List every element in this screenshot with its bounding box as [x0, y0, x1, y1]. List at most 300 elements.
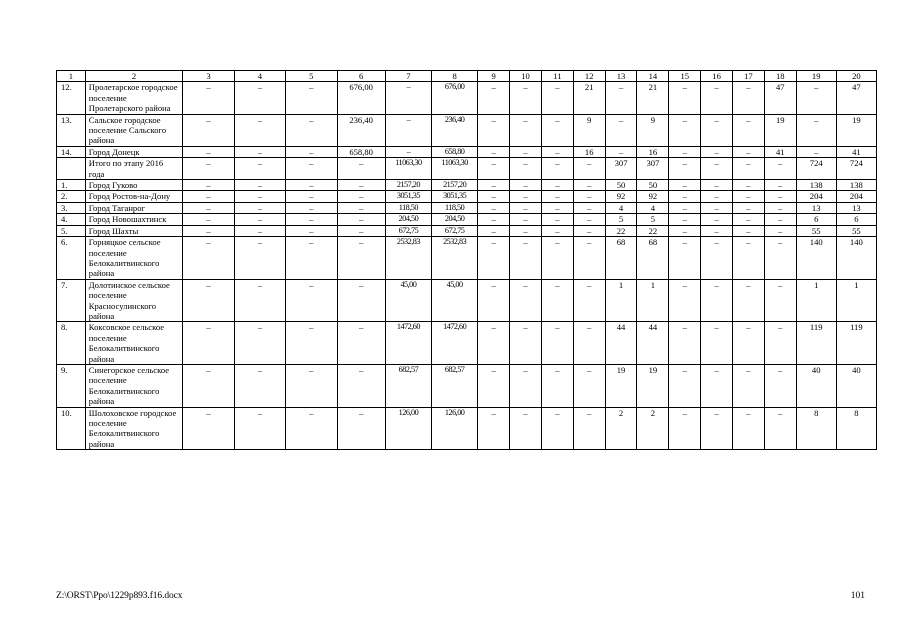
row-number-cell: 6.: [57, 237, 86, 280]
value-cell: 676,00: [337, 82, 385, 114]
value-cell: –: [669, 158, 701, 180]
settlement-name-cell: Долотинское сельское поселение Красносулинского района: [85, 279, 183, 322]
value-cell: –: [183, 225, 234, 236]
value-cell: –: [541, 237, 573, 280]
value-cell: 68: [605, 237, 637, 280]
value-cell: –: [510, 364, 542, 407]
value-cell: 138: [836, 180, 876, 191]
value-cell: –: [234, 191, 285, 202]
value-cell: 47: [836, 82, 876, 114]
value-cell: 50: [605, 180, 637, 191]
value-cell: –: [701, 191, 733, 202]
page-number: 101: [850, 591, 865, 601]
value-cell: –: [733, 279, 765, 322]
value-cell: –: [541, 364, 573, 407]
row-number-cell: 7.: [57, 279, 86, 322]
value-cell: 118,50: [432, 202, 478, 213]
settlement-name-cell: Город Донецк: [85, 146, 183, 157]
table-row: [57, 82, 877, 114]
value-cell: 92: [605, 191, 637, 202]
value-cell: 55: [836, 225, 876, 236]
value-cell: 2: [637, 407, 669, 450]
value-cell: 45,00: [385, 279, 431, 322]
table-body: [57, 71, 877, 450]
value-cell: 672,75: [385, 225, 431, 236]
settlement-name-cell: Город Гуково: [85, 180, 183, 191]
value-cell: –: [573, 214, 605, 225]
value-cell: –: [478, 225, 510, 236]
value-cell: –: [573, 158, 605, 180]
column-number-cell: 17: [733, 71, 765, 82]
row-number-cell: 8.: [57, 322, 86, 365]
value-cell: 19: [836, 114, 876, 146]
value-cell: –: [669, 364, 701, 407]
value-cell: –: [183, 407, 234, 450]
value-cell: –: [764, 407, 796, 450]
value-cell: –: [733, 158, 765, 180]
value-cell: 204,50: [385, 214, 431, 225]
value-cell: –: [669, 180, 701, 191]
value-cell: –: [183, 364, 234, 407]
value-cell: –: [183, 158, 234, 180]
value-cell: –: [183, 279, 234, 322]
table-row: [57, 225, 877, 236]
settlement-name-cell: Шолоховское городское поселение Белокалитвинского района: [85, 407, 183, 450]
value-cell: –: [669, 279, 701, 322]
value-cell: –: [701, 225, 733, 236]
value-cell: –: [701, 364, 733, 407]
value-cell: –: [764, 202, 796, 213]
table-row: [57, 279, 877, 322]
value-cell: 658,80: [337, 146, 385, 157]
value-cell: 68: [637, 237, 669, 280]
value-cell: –: [234, 114, 285, 146]
value-cell: –: [234, 202, 285, 213]
value-cell: 16: [637, 146, 669, 157]
value-cell: –: [701, 202, 733, 213]
value-cell: 204: [796, 191, 836, 202]
value-cell: –: [234, 237, 285, 280]
column-number-cell: 11: [541, 71, 573, 82]
settlement-name-cell: Коксовское сельское поселение Белокалитвинского района: [85, 322, 183, 365]
value-cell: 3051,35: [385, 191, 431, 202]
value-cell: 8: [836, 407, 876, 450]
value-cell: –: [510, 202, 542, 213]
column-number-cell: 4: [234, 71, 285, 82]
value-cell: –: [510, 407, 542, 450]
value-cell: –: [385, 146, 431, 157]
value-cell: –: [286, 146, 337, 157]
value-cell: 724: [796, 158, 836, 180]
row-number-cell: 4.: [57, 214, 86, 225]
value-cell: –: [337, 214, 385, 225]
value-cell: –: [541, 158, 573, 180]
settlement-name-cell: Город Новошахтинск: [85, 214, 183, 225]
column-number-cell: 16: [701, 71, 733, 82]
value-cell: –: [669, 114, 701, 146]
value-cell: –: [478, 279, 510, 322]
value-cell: –: [337, 407, 385, 450]
value-cell: –: [541, 214, 573, 225]
settlement-name-cell: Горняцкое сельское поселение Белокалитвинского района: [85, 237, 183, 280]
value-cell: –: [733, 237, 765, 280]
value-cell: –: [286, 407, 337, 450]
value-cell: –: [733, 146, 765, 157]
value-cell: –: [337, 225, 385, 236]
value-cell: 5: [637, 214, 669, 225]
value-cell: –: [701, 158, 733, 180]
value-cell: 307: [637, 158, 669, 180]
column-number-cell: 5: [286, 71, 337, 82]
value-cell: 22: [637, 225, 669, 236]
settlement-name-cell: Сальское городское поселение Сальского района: [85, 114, 183, 146]
value-cell: 9: [637, 114, 669, 146]
value-cell: –: [733, 214, 765, 225]
value-cell: –: [337, 279, 385, 322]
table-row: [57, 180, 877, 191]
value-cell: 4: [605, 202, 637, 213]
value-cell: 204,50: [432, 214, 478, 225]
row-number-cell: 1.: [57, 180, 86, 191]
value-cell: 13: [836, 202, 876, 213]
column-number-cell: 1: [57, 71, 86, 82]
value-cell: 45,00: [432, 279, 478, 322]
value-cell: –: [669, 146, 701, 157]
value-cell: –: [669, 202, 701, 213]
value-cell: 1: [605, 279, 637, 322]
column-number-cell: 13: [605, 71, 637, 82]
value-cell: –: [541, 146, 573, 157]
value-cell: –: [669, 82, 701, 114]
row-number-cell: 3.: [57, 202, 86, 213]
value-cell: –: [286, 364, 337, 407]
value-cell: –: [605, 82, 637, 114]
value-cell: –: [573, 225, 605, 236]
value-cell: –: [337, 237, 385, 280]
value-cell: –: [286, 225, 337, 236]
value-cell: –: [669, 322, 701, 365]
value-cell: –: [478, 191, 510, 202]
value-cell: –: [605, 146, 637, 157]
value-cell: –: [701, 180, 733, 191]
value-cell: 13: [796, 202, 836, 213]
value-cell: 41: [836, 146, 876, 157]
value-cell: 8: [796, 407, 836, 450]
value-cell: –: [733, 407, 765, 450]
value-cell: –: [183, 82, 234, 114]
value-cell: –: [669, 214, 701, 225]
value-cell: 682,57: [432, 364, 478, 407]
value-cell: –: [796, 82, 836, 114]
value-cell: –: [337, 202, 385, 213]
value-cell: –: [701, 214, 733, 225]
value-cell: –: [234, 146, 285, 157]
value-cell: 724: [836, 158, 876, 180]
value-cell: 47: [764, 82, 796, 114]
value-cell: –: [337, 158, 385, 180]
table-row: [57, 364, 877, 407]
value-cell: –: [510, 146, 542, 157]
value-cell: –: [669, 237, 701, 280]
footer-file-path: Z:\ORST\Ppo\1229p893.f16.docx: [56, 591, 183, 601]
value-cell: –: [286, 279, 337, 322]
value-cell: –: [337, 191, 385, 202]
value-cell: –: [234, 364, 285, 407]
value-cell: 50: [637, 180, 669, 191]
value-cell: –: [733, 225, 765, 236]
data-table: [56, 70, 877, 450]
value-cell: –: [541, 279, 573, 322]
value-cell: –: [541, 191, 573, 202]
column-number-cell: 18: [764, 71, 796, 82]
value-cell: –: [701, 82, 733, 114]
value-cell: –: [701, 114, 733, 146]
value-cell: –: [286, 214, 337, 225]
value-cell: –: [764, 279, 796, 322]
column-number-cell: 12: [573, 71, 605, 82]
column-number-cell: 20: [836, 71, 876, 82]
value-cell: –: [183, 146, 234, 157]
value-cell: –: [764, 191, 796, 202]
value-cell: –: [510, 214, 542, 225]
value-cell: –: [510, 322, 542, 365]
value-cell: –: [478, 214, 510, 225]
value-cell: 126,00: [385, 407, 431, 450]
value-cell: –: [573, 279, 605, 322]
value-cell: –: [764, 237, 796, 280]
row-number-cell: 14.: [57, 146, 86, 157]
value-cell: 2532,83: [432, 237, 478, 280]
value-cell: –: [733, 202, 765, 213]
value-cell: –: [733, 180, 765, 191]
value-cell: –: [733, 82, 765, 114]
value-cell: –: [478, 407, 510, 450]
settlement-name-cell: Город Шахты: [85, 225, 183, 236]
value-cell: –: [510, 191, 542, 202]
value-cell: –: [183, 180, 234, 191]
value-cell: –: [541, 114, 573, 146]
value-cell: –: [385, 82, 431, 114]
value-cell: –: [541, 82, 573, 114]
value-cell: –: [286, 158, 337, 180]
value-cell: –: [286, 202, 337, 213]
value-cell: 204: [836, 191, 876, 202]
value-cell: –: [234, 407, 285, 450]
value-cell: –: [701, 322, 733, 365]
table-row: [57, 322, 877, 365]
value-cell: –: [764, 225, 796, 236]
value-cell: 9: [573, 114, 605, 146]
value-cell: 140: [836, 237, 876, 280]
value-cell: –: [234, 225, 285, 236]
table-row: [57, 214, 877, 225]
value-cell: –: [510, 279, 542, 322]
value-cell: 16: [573, 146, 605, 157]
value-cell: –: [573, 180, 605, 191]
value-cell: 19: [605, 364, 637, 407]
value-cell: –: [478, 114, 510, 146]
value-cell: –: [796, 146, 836, 157]
value-cell: –: [764, 364, 796, 407]
table-row: [57, 114, 877, 146]
value-cell: –: [573, 191, 605, 202]
value-cell: –: [510, 158, 542, 180]
row-number-cell: 9.: [57, 364, 86, 407]
value-cell: –: [337, 322, 385, 365]
settlement-name-cell: Город Таганрог: [85, 202, 183, 213]
value-cell: –: [701, 146, 733, 157]
value-cell: –: [286, 237, 337, 280]
value-cell: –: [541, 225, 573, 236]
row-number-cell: 10.: [57, 407, 86, 450]
column-number-row: [57, 71, 877, 82]
value-cell: –: [337, 180, 385, 191]
value-cell: 140: [796, 237, 836, 280]
value-cell: –: [183, 191, 234, 202]
value-cell: 1: [836, 279, 876, 322]
value-cell: –: [286, 114, 337, 146]
value-cell: –: [234, 214, 285, 225]
value-cell: 40: [796, 364, 836, 407]
value-cell: –: [669, 225, 701, 236]
value-cell: –: [510, 237, 542, 280]
value-cell: –: [764, 180, 796, 191]
value-cell: –: [669, 407, 701, 450]
settlement-name-cell: Итого по этапу 2016 года: [85, 158, 183, 180]
value-cell: 119: [836, 322, 876, 365]
value-cell: –: [510, 114, 542, 146]
value-cell: –: [385, 114, 431, 146]
value-cell: 5: [605, 214, 637, 225]
column-number-cell: 19: [796, 71, 836, 82]
value-cell: –: [478, 82, 510, 114]
value-cell: –: [234, 82, 285, 114]
value-cell: –: [183, 114, 234, 146]
value-cell: –: [183, 202, 234, 213]
column-number-cell: 8: [432, 71, 478, 82]
row-number-cell: 2.: [57, 191, 86, 202]
value-cell: –: [701, 407, 733, 450]
value-cell: 41: [764, 146, 796, 157]
row-number-cell: 5.: [57, 225, 86, 236]
row-number-cell: 12.: [57, 82, 86, 114]
value-cell: –: [733, 191, 765, 202]
table-row: [57, 158, 877, 180]
column-number-cell: 14: [637, 71, 669, 82]
value-cell: –: [701, 279, 733, 322]
table-row: [57, 407, 877, 450]
column-number-cell: 9: [478, 71, 510, 82]
value-cell: –: [183, 214, 234, 225]
value-cell: –: [183, 237, 234, 280]
value-cell: –: [605, 114, 637, 146]
value-cell: –: [764, 214, 796, 225]
value-cell: 682,57: [385, 364, 431, 407]
value-cell: 6: [836, 214, 876, 225]
row-number-cell: 13.: [57, 114, 86, 146]
value-cell: –: [478, 158, 510, 180]
value-cell: –: [541, 407, 573, 450]
value-cell: 44: [637, 322, 669, 365]
value-cell: –: [286, 322, 337, 365]
column-number-cell: 6: [337, 71, 385, 82]
value-cell: –: [510, 180, 542, 191]
settlement-name-cell: Пролетарское городское поселение Пролетарского района: [85, 82, 183, 114]
value-cell: –: [764, 158, 796, 180]
value-cell: –: [478, 237, 510, 280]
value-cell: 92: [637, 191, 669, 202]
value-cell: 126,00: [432, 407, 478, 450]
value-cell: –: [733, 364, 765, 407]
column-number-cell: 2: [85, 71, 183, 82]
value-cell: 138: [796, 180, 836, 191]
value-cell: –: [573, 237, 605, 280]
value-cell: 658,80: [432, 146, 478, 157]
value-cell: 6: [796, 214, 836, 225]
value-cell: 236,40: [337, 114, 385, 146]
column-number-cell: 7: [385, 71, 431, 82]
value-cell: –: [234, 279, 285, 322]
value-cell: –: [478, 364, 510, 407]
table-row: [57, 146, 877, 157]
value-cell: 119: [796, 322, 836, 365]
value-cell: –: [183, 322, 234, 365]
value-cell: 4: [637, 202, 669, 213]
value-cell: 21: [573, 82, 605, 114]
value-cell: –: [541, 322, 573, 365]
settlement-name-cell: Синегорское сельское поселение Белокалитвинского района: [85, 364, 183, 407]
value-cell: –: [478, 180, 510, 191]
value-cell: 21: [637, 82, 669, 114]
value-cell: –: [510, 82, 542, 114]
column-number-cell: 10: [510, 71, 542, 82]
value-cell: –: [669, 191, 701, 202]
value-cell: 236,40: [432, 114, 478, 146]
value-cell: 19: [637, 364, 669, 407]
value-cell: –: [286, 82, 337, 114]
value-cell: 118,50: [385, 202, 431, 213]
value-cell: 2532,83: [385, 237, 431, 280]
value-cell: –: [337, 364, 385, 407]
value-cell: 22: [605, 225, 637, 236]
value-cell: –: [478, 322, 510, 365]
value-cell: 2: [605, 407, 637, 450]
value-cell: –: [286, 180, 337, 191]
value-cell: 2157,20: [432, 180, 478, 191]
column-number-cell: 15: [669, 71, 701, 82]
value-cell: –: [478, 146, 510, 157]
value-cell: –: [478, 202, 510, 213]
value-cell: –: [733, 114, 765, 146]
value-cell: –: [573, 322, 605, 365]
value-cell: –: [234, 158, 285, 180]
value-cell: 19: [764, 114, 796, 146]
value-cell: –: [573, 407, 605, 450]
table-row: [57, 202, 877, 213]
settlement-name-cell: Город Ростов-на-Дону: [85, 191, 183, 202]
column-number-cell: 3: [183, 71, 234, 82]
value-cell: 1472,60: [432, 322, 478, 365]
value-cell: 1: [796, 279, 836, 322]
value-cell: –: [573, 202, 605, 213]
value-cell: 2157,20: [385, 180, 431, 191]
value-cell: –: [234, 180, 285, 191]
value-cell: 307: [605, 158, 637, 180]
value-cell: –: [234, 322, 285, 365]
row-number-cell: [57, 158, 86, 180]
value-cell: 1472,60: [385, 322, 431, 365]
value-cell: 1: [637, 279, 669, 322]
